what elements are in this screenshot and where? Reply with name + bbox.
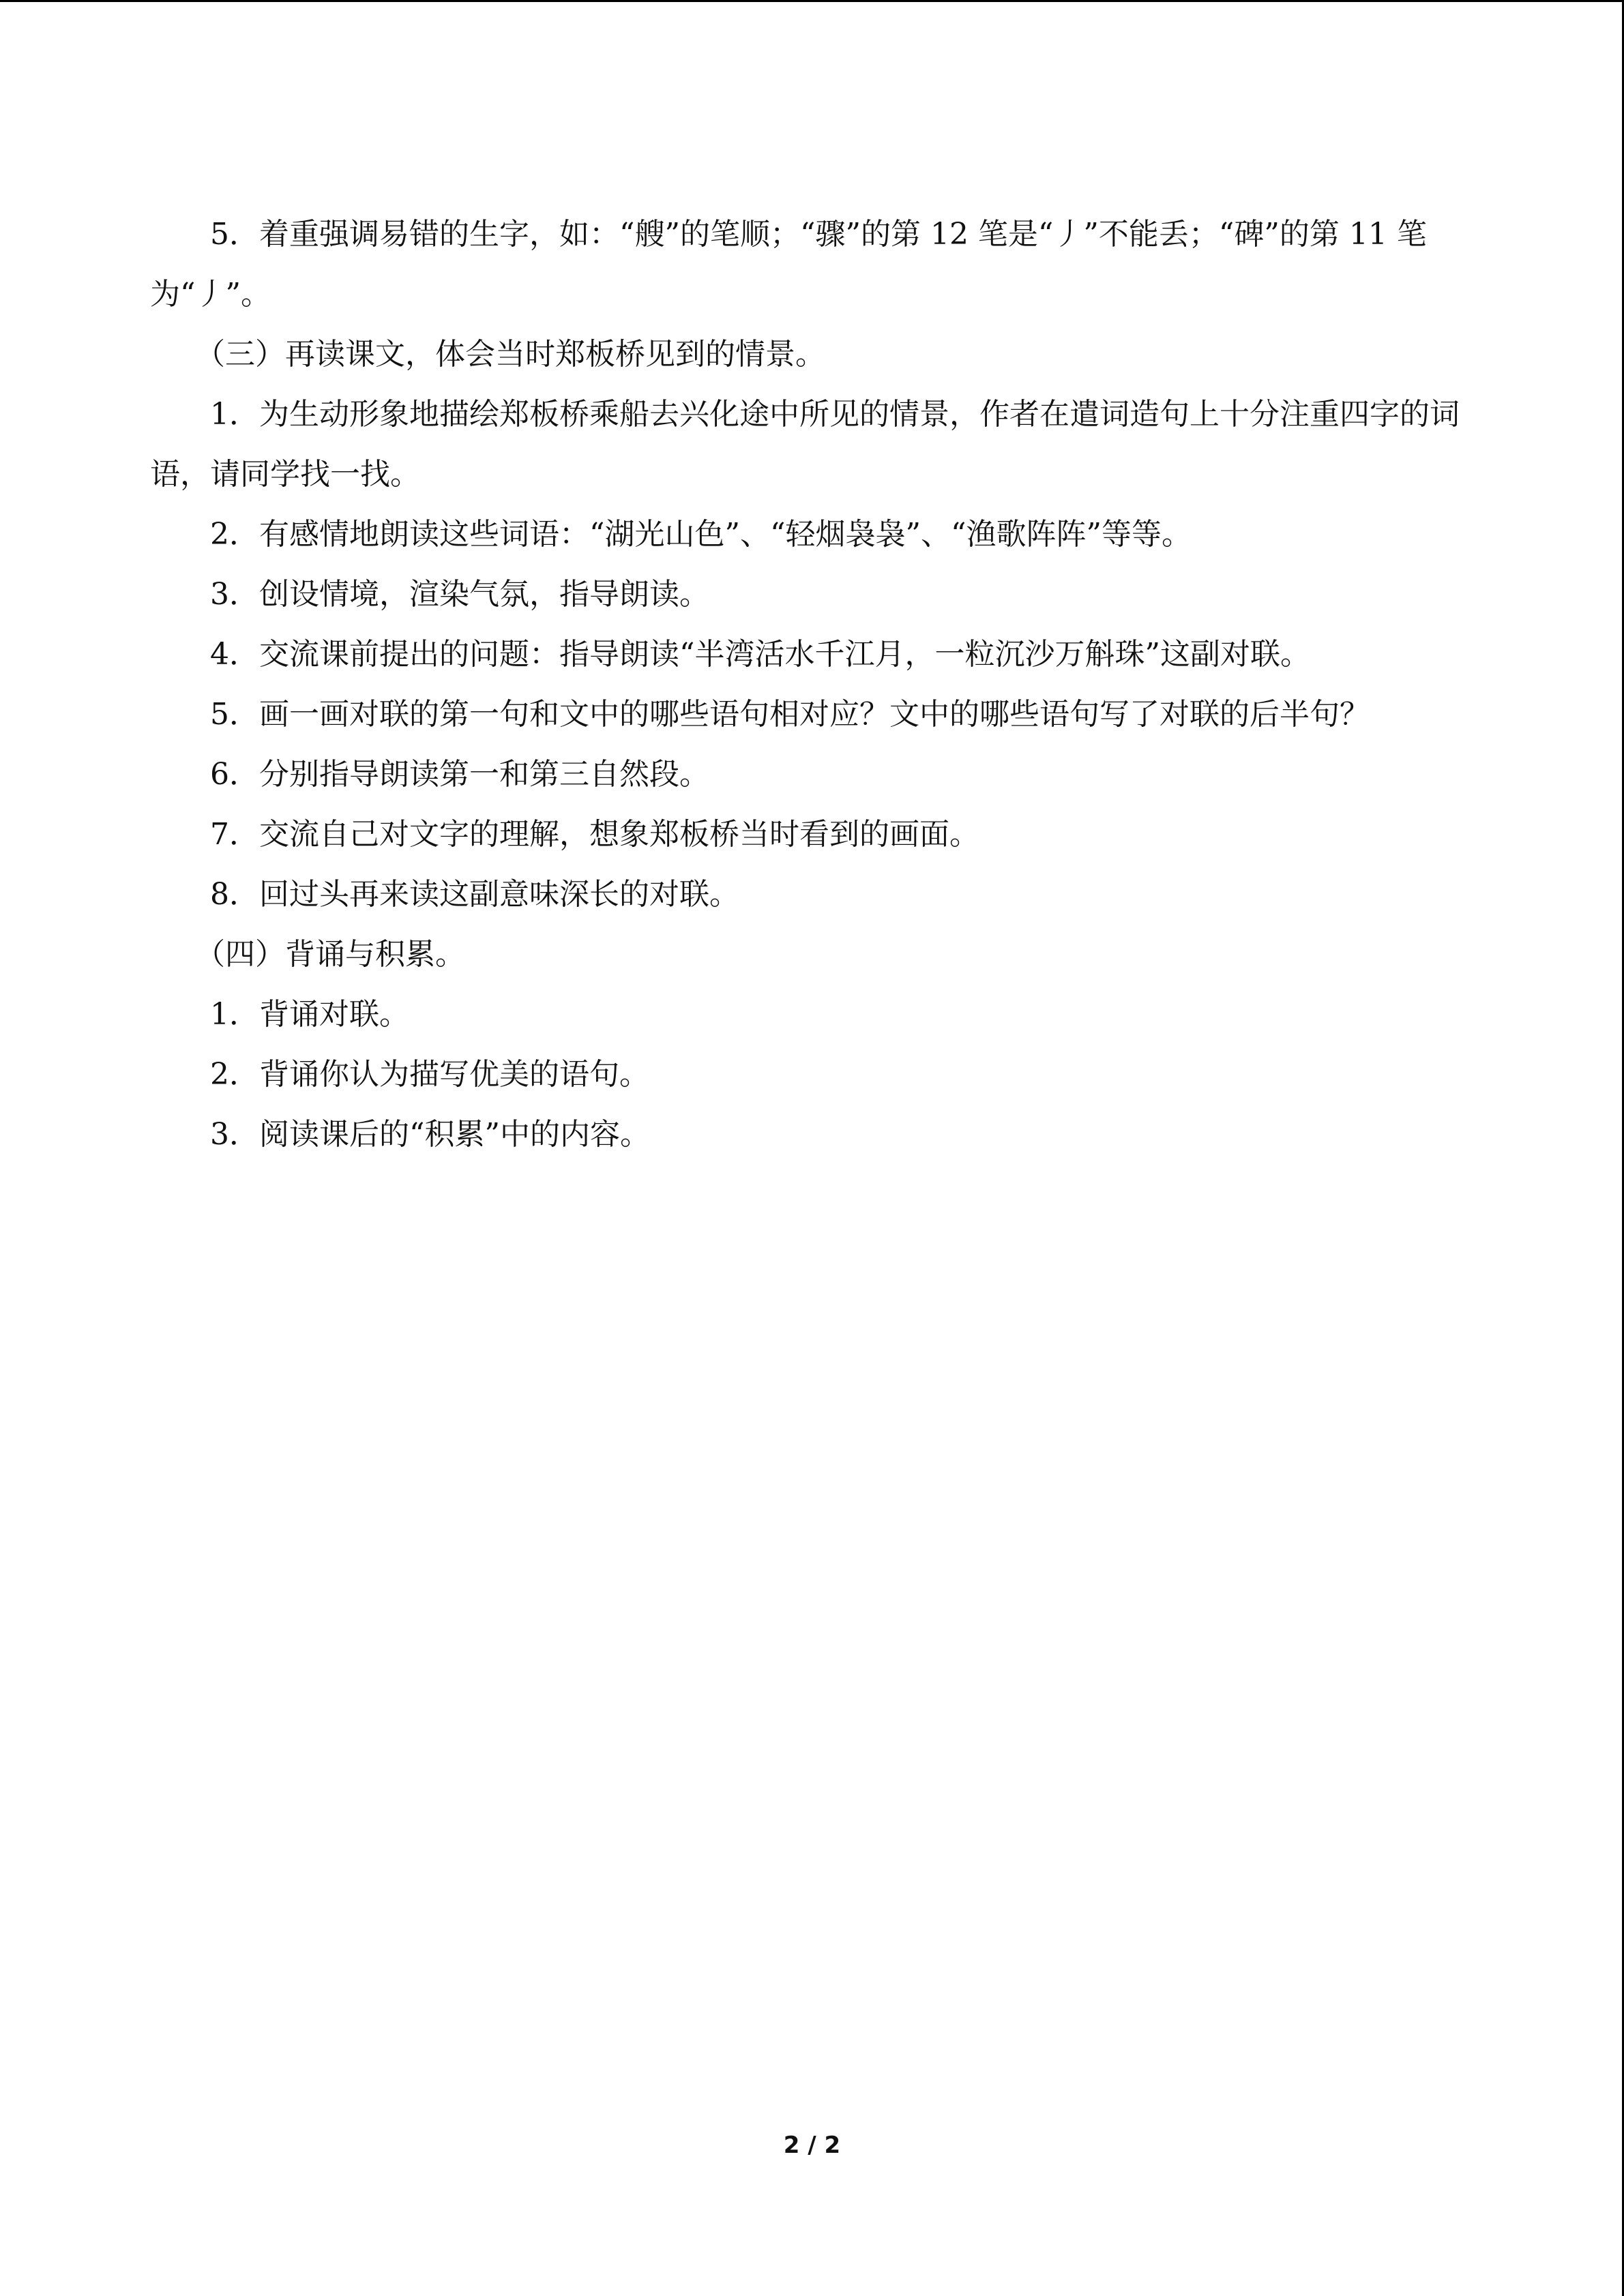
paragraph-recite-item-1: 1．背诵对联。 <box>210 997 409 1032</box>
paragraph-item-3-create-scene: 3．创设情境，渲染气氛，指导朗读。 <box>210 577 709 612</box>
paragraph-item-2-read-words: 2．有感情地朗读这些词语：“湖光山色”、“轻烟袅袅”、“渔歌阵阵”等等。 <box>210 517 1192 552</box>
paragraph-item-5-match-sentences: 5．画一画对联的第一句和文中的哪些语句相对应？文中的哪些语句写了对联的后半句？ <box>210 697 1370 732</box>
section-heading-recite: （四）背诵与积累。 <box>195 937 465 972</box>
paragraph-recite-item-2: 2．背诵你认为描写优美的语句。 <box>210 1057 649 1092</box>
paragraph-item-8-reread-couplet: 8．回过头再来读这副意味深长的对联。 <box>210 877 739 912</box>
paragraph-item-4-couplet-question: 4．交流课前提出的问题：指导朗读“半湾活水千江月，一粒沉沙万斛珠”这副对联。 <box>210 637 1310 672</box>
document-body <box>150 205 1473 1165</box>
page-number: 2 / 2 <box>783 2132 841 2159</box>
paragraph-stroke-order-note: 5．着重强调易错的生字，如：“艘”的笔顺；“骤”的第 12 笔是“丿”不能丢；“碑”的第 11 笔为“丿”。 <box>150 217 1427 312</box>
paragraph-item-7-imagine-scene: 7．交流自己对文字的理解，想象郑板桥当时看到的画面。 <box>210 817 979 852</box>
page-border-top <box>0 0 1624 2</box>
paragraph-item-1-four-char-words: 1．为生动形象地描绘郑板桥乘船去兴化途中所见的情景，作者在遣词造句上十分注重四字的词语，请同学找一找。 <box>150 397 1460 492</box>
paragraph-recite-item-3: 3．阅读课后的“积累”中的内容。 <box>210 1117 650 1152</box>
paragraph-item-6-read-paragraphs: 6．分别指导朗读第一和第三自然段。 <box>210 757 709 792</box>
section-heading-reread: （三）再读课文，体会当时郑板桥见到的情景。 <box>195 337 825 372</box>
